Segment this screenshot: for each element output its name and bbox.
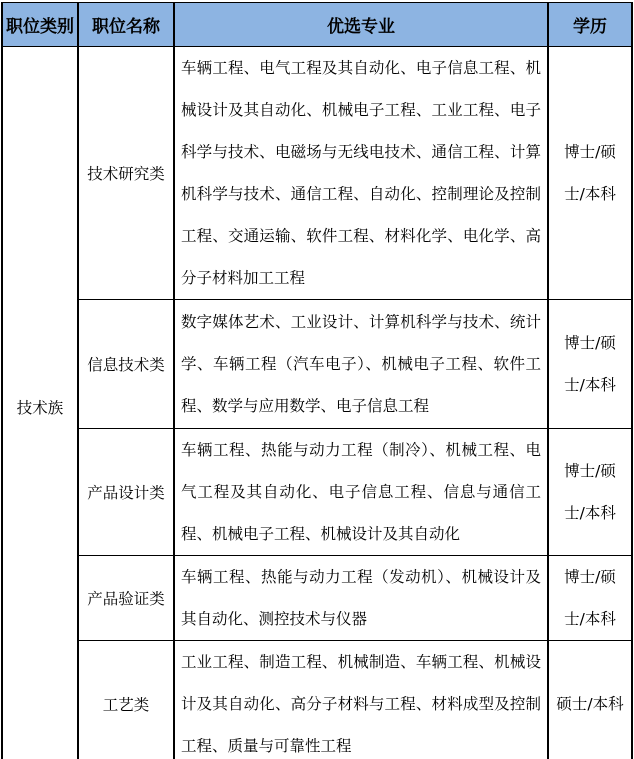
- degree-cell: 博士/硕士/本科: [548, 429, 632, 556]
- table-row: [2, 47, 632, 300]
- recruitment-table: [1, 2, 633, 759]
- header-job-category: 职位类别: [2, 3, 78, 47]
- header-preferred-majors: 优选专业: [174, 3, 548, 47]
- degree-cell: 硕士/本科: [548, 641, 632, 759]
- majors-cell: 车辆工程、热能与动力工程（发动机）、机械设计及其自动化、测控技术与仪器: [174, 556, 548, 641]
- job-name-cell: 产品验证类: [78, 556, 174, 641]
- majors-cell: 车辆工程、热能与动力工程（制冷）、机械工程、电气工程及其自动化、电子信息工程、信息与通信工程、机械电子工程、机械设计及其自动化: [174, 429, 548, 556]
- degree-cell: 博士/硕士/本科: [548, 556, 632, 641]
- majors-cell: 工业工程、制造工程、机械制造、车辆工程、机械设计及其自动化、高分子材料与工程、材料成型及控制工程、质量与可靠性工程: [174, 641, 548, 759]
- majors-cell: 车辆工程、电气工程及其自动化、电子信息工程、机械设计及其自动化、机械电子工程、工业工程、电子科学与技术、电磁场与无线电技术、通信工程、计算机科学与技术、通信工程、自动化、控制理论及控制工程、交通运输、软件工程、材料化学、电化学、高分子材料加工工程: [174, 47, 548, 300]
- header-education: 学历: [548, 3, 632, 47]
- degree-cell: 博士/硕士/本科: [548, 300, 632, 429]
- degree-cell: 博士/硕士/本科: [548, 47, 632, 300]
- table-row: [2, 641, 632, 759]
- majors-cell: 数字媒体艺术、工业设计、计算机科学与技术、统计学、车辆工程（汽车电子）、机械电子工程、软件工程、数学与应用数学、电子信息工程: [174, 300, 548, 429]
- job-name-cell: 技术研究类: [78, 47, 174, 300]
- table-row: [2, 300, 632, 429]
- category-cell: 技术族: [2, 47, 78, 759]
- table-row: [2, 429, 632, 556]
- job-name-cell: 信息技术类: [78, 300, 174, 429]
- table-row: [2, 556, 632, 641]
- job-name-cell: 产品设计类: [78, 429, 174, 556]
- header-job-name: 职位名称: [78, 3, 174, 47]
- table-header-row: [2, 3, 632, 47]
- job-name-cell: 工艺类: [78, 641, 174, 759]
